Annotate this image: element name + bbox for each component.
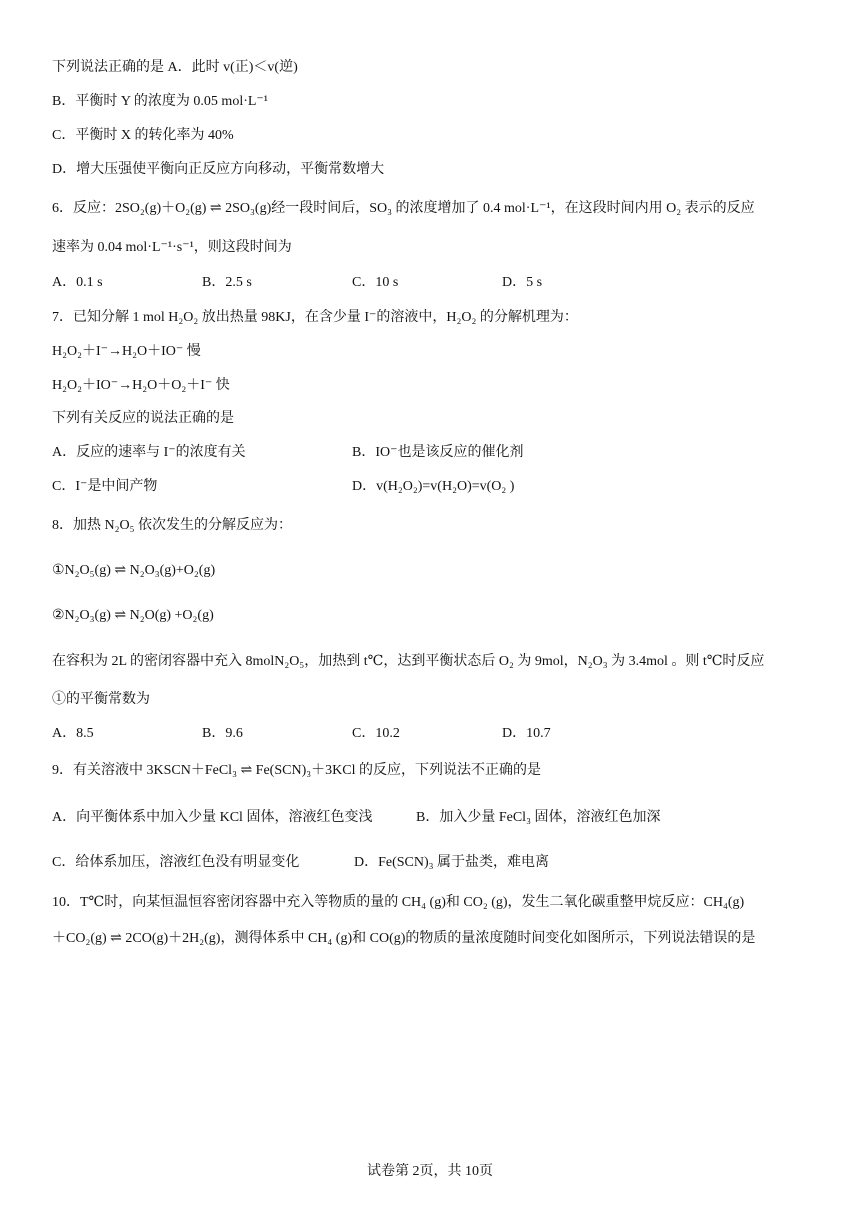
- q7-question: 下列有关反应的说法正确的是: [52, 411, 234, 426]
- q5-option-c: C．平衡时 X 的转化率为 40%: [52, 128, 234, 143]
- q8-stem: 8．加热 N₂O₅ 依次发生的分解反应为：: [52, 518, 292, 533]
- q6-option-a: A．0.1 s: [52, 275, 103, 290]
- q5-option-d: D．增大压强使平衡向正反应方向移动，平衡常数增大: [52, 162, 385, 177]
- q6-stem-line2: 速率为 0.04 mol·L⁻¹·s⁻¹，则这段时间为: [52, 240, 292, 255]
- q8-option-b: B．9.6: [202, 726, 243, 741]
- q8-question: ①的平衡常数为: [52, 692, 150, 707]
- q8-option-c: C．10.2: [352, 726, 400, 741]
- q6-option-b: B．2.5 s: [202, 275, 252, 290]
- q7-step1: H₂O₂＋I⁻→H₂O＋IO⁻ 慢: [52, 344, 201, 359]
- q6-option-c: C．10 s: [352, 275, 399, 290]
- q9-option-a: A．向平衡体系中加入少量 KCl 固体，溶液红色变浅: [52, 810, 373, 825]
- q7-option-b: B．IO⁻也是该反应的催化剂: [352, 445, 524, 460]
- q10-stem-line2: ＋CO₂(g) ⇌ 2CO(g)＋2H₂(g)，测得体系中 CH₄ (g)和 CO(g)的物质的量浓度随时间变化如图所示，下列说法错误的是: [52, 931, 756, 946]
- q9-stem: 9．有关溶液中 3KSCN＋FeCl₃ ⇌ Fe(SCN)₃＋3KCl 的反应，下列说法不正确的是: [52, 763, 541, 778]
- q7-option-c: C．I⁻是中间产物: [52, 479, 158, 494]
- q5-option-b: B．平衡时 Y 的浓度为 0.05 mol·L⁻¹: [52, 94, 269, 109]
- q6-option-d: D．5 s: [502, 275, 543, 290]
- q8-condition: 在容积为 2L 的密闭容器中充入 8molN₂O₅，加热到 t℃，达到平衡状态后 O₂ 为 9mol，N₂O₃ 为 3.4mol 。则 t℃时反应: [52, 654, 765, 669]
- q8-option-d: D．10.7: [502, 726, 551, 741]
- q8-reaction-1: ①N₂O₅(g) ⇌ N₂O₃(g)+O₂(g): [52, 563, 216, 578]
- q7-option-a: A．反应的速率与 I⁻的浓度有关: [52, 445, 246, 460]
- q9-option-b: B．加入少量 FeCl₃ 固体，溶液红色加深: [416, 810, 661, 825]
- q5-stem-option-a: 下列说法正确的是 A．此时 v(正)＜v(逆): [52, 60, 298, 75]
- q7-stem: 7．已知分解 1 mol H₂O₂ 放出热量 98KJ，在含少量 I⁻的溶液中，H₂O₂ 的分解机理为：: [52, 310, 578, 325]
- q8-option-a: A．8.5: [52, 726, 94, 741]
- q10-stem-line1: 10．T℃时，向某恒温恒容密闭容器中充入等物质的量的 CH₄ (g)和 CO₂ (g)，发生二氧化碳重整甲烷反应：CH₄(g): [52, 895, 745, 910]
- q6-stem-line1: 6．反应：2SO₂(g)＋O₂(g) ⇌ 2SO₃(g)经一段时间后，SO₃ 的浓度增加了 0.4 mol·L⁻¹，在这段时间内用 O₂ 表示的反应: [52, 201, 755, 216]
- page-footer: 试卷第 2页，共 10页: [367, 1164, 493, 1179]
- q9-option-d: D．Fe(SCN)₃ 属于盐类，难电离: [354, 855, 550, 870]
- q9-option-c: C．给体系加压，溶液红色没有明显变化: [52, 855, 300, 870]
- q7-step2: H₂O₂＋IO⁻→H₂O＋O₂＋I⁻ 快: [52, 378, 230, 393]
- q8-reaction-2: ②N₂O₃(g) ⇌ N₂O(g) +O₂(g): [52, 608, 214, 623]
- q7-option-d: D．v(H₂O₂)=v(H₂O)=v(O₂ ): [352, 479, 515, 494]
